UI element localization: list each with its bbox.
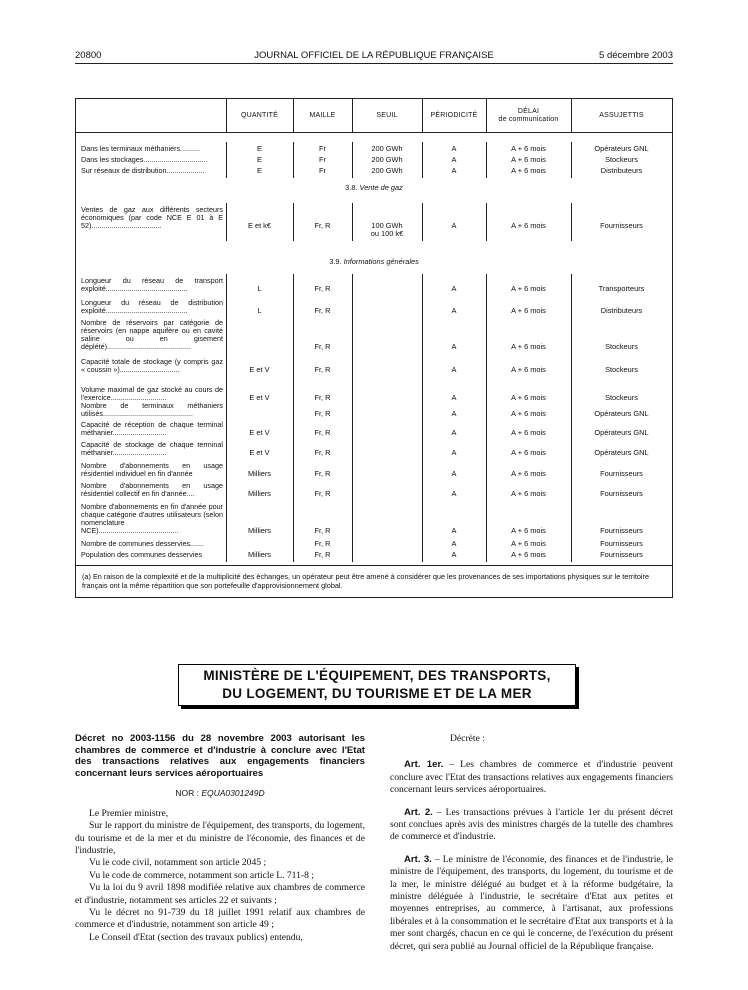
- cell-delai: A + 6 mois: [511, 365, 546, 375]
- cell-assujettis: Distributeurs: [600, 166, 643, 175]
- cell-maille: Fr, R: [314, 306, 331, 316]
- cell-quantite: L: [257, 306, 262, 316]
- header-rule-table: [76, 132, 672, 133]
- row-label: Capacité de stockage de chaque terminal méthanier...........................: [81, 440, 223, 458]
- cell-maille: Fr, R: [314, 469, 331, 479]
- column-divider: [486, 274, 487, 562]
- cell-assujettis: Fournisseurs: [600, 526, 643, 536]
- cell-delai: A + 6 mois: [511, 409, 546, 419]
- row-label: Nombre d'abonnements en usage résidentiel collectif en fin d'année....: [81, 481, 223, 499]
- cell-delai: A + 6 mois: [511, 550, 546, 559]
- cell-maille: Fr: [319, 155, 326, 164]
- cell-periodicite: A: [451, 428, 457, 438]
- article-text: – Les transactions prévues à l'article 1er du présent décret sont conclues après avis des ministres chargés de la tutelle des chambres de commerce et d'industrie.: [390, 806, 673, 843]
- article-label: Art. 3.: [404, 853, 432, 865]
- column-divider: [422, 274, 423, 562]
- row-label: Population des communes desservies: [81, 550, 203, 559]
- column-divider: [352, 99, 353, 132]
- cell-assujettis: Opérateurs GNL: [594, 428, 649, 438]
- cell-assujettis: Fournisseurs: [600, 539, 643, 548]
- cell-periodicite: A: [451, 166, 457, 175]
- gas-statistics-table: [75, 98, 673, 598]
- article-label: Art. 2.: [404, 806, 433, 818]
- article-text: – Le ministre de l'économie, des finances et de l'industrie, le ministre de l'équipement, des transports, du logement, du tourisme et de la mer, le ministre délégué au budget et à la réforme budgétaire, la ministre déléguée à l'industrie, le secrétaire d'Etat aux petites et moyennes entreprises, au commerce, à l'artisanat, aux professions libérales et à la consommation et le secrétaire d'Etat aux transports et à la mer sont chargés, chacun en ce qui le concerne, de l'exécution du présent décret, qui sera publié au Journal officiel de la République française.: [390, 853, 673, 952]
- col-header-maille: MAILLE: [309, 111, 336, 119]
- cell-delai: A + 6 mois: [511, 448, 546, 458]
- cell-periodicite: A: [451, 284, 457, 294]
- cell-maille: Fr, R: [314, 428, 331, 438]
- cell-delai: A + 6 mois: [511, 221, 546, 231]
- cell-maille: Fr, R: [314, 221, 331, 231]
- section-title: Informations générales: [343, 257, 419, 266]
- row-label: Dans les stockages................................: [81, 155, 208, 164]
- column-divider: [422, 142, 423, 178]
- ministry-line-1: MINISTÈRE DE L'ÉQUIPEMENT, DES TRANSPORTS,: [203, 668, 551, 683]
- column-divider: [571, 274, 572, 562]
- cell-assujettis: Fournisseurs: [600, 469, 643, 479]
- cell-periodicite: A: [451, 306, 457, 316]
- decree-paragraph: Le Conseil d'Etat (section des travaux publics) entendu,: [89, 931, 303, 943]
- cell-assujettis: Stockeurs: [605, 393, 638, 403]
- column-divider: [352, 142, 353, 178]
- row-label: Nombre d'abonnements en usage résidentiel individuel en fin d'année: [81, 461, 223, 479]
- cell-assujettis: Transporteurs: [598, 284, 645, 294]
- ministry-line-2: DU LOGEMENT, DU TOURISME ET DE LA MER: [222, 686, 532, 701]
- cell-quantite: E et V: [249, 365, 270, 375]
- decree-paragraph: Sur le rapport du ministre de l'équipement, des transports, du logement, du tourisme et de la mer et du ministre de l'économie, des finances et de l'industrie,: [75, 820, 365, 856]
- row-label: Nombre d'abonnements en fin d'année pour chaque catégorie d'autres utilisateurs (selon nomenclature NCE)........................................: [81, 502, 223, 536]
- cell-maille: Fr, R: [314, 342, 331, 352]
- table-footnote: (a) En raison de la complexité et de la multiplicité des échanges, un opérateur peut être amené à considérer que les provenances de ses importations physiques sur le territoire français ont la même répartition que son portefeuille d'approvisionnement global.: [76, 565, 672, 590]
- cell-delai: A + 6 mois: [511, 393, 546, 403]
- article-label: Art. 1er.: [404, 759, 444, 771]
- decree-paragraph: Le Premier ministre,: [89, 807, 169, 819]
- row-label: Capacité de réception de chaque terminal méthanier...........................: [81, 420, 223, 438]
- decree-right-column: [390, 733, 673, 953]
- cell-assujettis: Distributeurs: [600, 306, 643, 316]
- row-label: Ventes de gaz aux différents secteurs économiques (par code NCE E 01 à E 52)...................................: [81, 205, 223, 231]
- decree-paragraph: Vu le code civil, notamment son article 2045 ;: [89, 857, 267, 869]
- cell-assujettis: Stockeurs: [605, 155, 638, 164]
- cell-seuil: 200 GWh: [371, 155, 403, 164]
- column-divider: [293, 142, 294, 178]
- column-divider: [571, 203, 572, 241]
- cell-assujettis: Fournisseurs: [600, 550, 643, 559]
- cell-delai: A + 6 mois: [511, 539, 546, 548]
- row-label: Longueur du réseau de distribution exploité.........................................: [81, 298, 223, 316]
- cell-delai: A + 6 mois: [511, 284, 546, 294]
- col-header-assujettis: ASSUJETTIS: [599, 111, 644, 119]
- page-header: [75, 50, 673, 64]
- row-label: Nombre de terminaux méthaniers utilisés.............................................: [81, 401, 223, 419]
- column-divider: [422, 203, 423, 241]
- cell-periodicite: A: [451, 393, 457, 403]
- cell-maille: Fr, R: [314, 550, 331, 559]
- column-divider: [486, 99, 487, 132]
- cell-assujettis: Opérateurs GNL: [594, 409, 649, 419]
- decree-paragraph: Vu le code de commerce, notamment son article L. 711-8 ;: [89, 869, 314, 881]
- cell-quantite: E et V: [249, 428, 270, 438]
- cell-quantite: Milliers: [248, 550, 271, 559]
- cell-periodicite: A: [451, 539, 457, 548]
- cell-maille: Fr, R: [314, 284, 331, 294]
- ministry-heading: [178, 664, 576, 706]
- cell-delai: A + 6 mois: [511, 306, 546, 316]
- cell-quantite: L: [257, 284, 262, 294]
- cell-assujettis: Opérateurs GNL: [594, 144, 649, 153]
- decree-paragraph: Vu la loi du 9 avril 1898 modifiée relative aux chambres de commerce et d'industrie, notamment ses articles 22 et suivants ;: [75, 882, 365, 906]
- cell-periodicite: A: [451, 342, 457, 352]
- decree-left-column: [75, 733, 365, 944]
- row-label: Nombre de communes desservies.......: [81, 539, 205, 548]
- column-divider: [226, 203, 227, 241]
- col-header-periodicite: PÉRIODICITÉ: [430, 111, 478, 119]
- decree-paragraph: Vu le décret no 91-739 du 18 juillet 1991 relatif aux chambres de commerce et d'industrie, notamment son article 49 ;: [75, 907, 365, 931]
- cell-delai: A + 6 mois: [511, 144, 546, 153]
- decree-title: Décret no 2003-1156 du 28 novembre 2003 autorisant les chambres de commerce et d'industrie à conclure avec l'Etat des transactions relatives aux engagements financiers concernant leurs services aéroportuaires: [75, 733, 365, 779]
- page-number: 20800: [75, 50, 102, 61]
- cell-assujettis: Fournisseurs: [600, 489, 643, 499]
- cell-quantite: E: [257, 166, 262, 175]
- cell-quantite: E et V: [249, 448, 270, 458]
- cell-quantite: Milliers: [248, 526, 271, 536]
- column-divider: [293, 274, 294, 562]
- cell-assujettis: Stockeurs: [605, 365, 638, 375]
- cell-maille: Fr, R: [314, 393, 331, 403]
- column-divider: [571, 99, 572, 132]
- col-header-quantite: QUANTITÉ: [241, 111, 278, 119]
- cell-seuil: 200 GWh: [371, 166, 403, 175]
- row-label: Longueur du réseau de transport exploité.........................................: [81, 276, 223, 294]
- cell-maille: Fr: [319, 166, 326, 175]
- column-divider: [486, 142, 487, 178]
- cell-periodicite: A: [451, 155, 457, 164]
- column-divider: [486, 203, 487, 241]
- cell-maille: Fr, R: [314, 365, 331, 375]
- section-38: [76, 183, 672, 192]
- row-label: Sur réseaux de distribution...................: [81, 166, 205, 175]
- cell-maille: Fr, R: [314, 526, 331, 536]
- cell-delai: A + 6 mois: [511, 166, 546, 175]
- row-label: Nombre de réservoirs par catégorie de réservoirs (en nappe aquifère ou en cavité saline ou en gisement déplété)..........................................: [81, 318, 223, 352]
- section-number: 3.9.: [329, 257, 342, 266]
- cell-seuil: 100 GWh ou 100 k€: [370, 221, 404, 239]
- cell-delai: A + 6 mois: [511, 469, 546, 479]
- cell-delai: A + 6 mois: [511, 342, 546, 352]
- col-header-delai: DÉLAI de communication: [498, 107, 559, 123]
- column-divider: [226, 99, 227, 132]
- article-3: [390, 854, 673, 953]
- cell-periodicite: A: [451, 409, 457, 419]
- column-divider: [226, 274, 227, 562]
- journal-title: JOURNAL OFFICIEL DE LA RÉPUBLIQUE FRANÇAISE: [254, 50, 494, 61]
- column-divider: [226, 142, 227, 178]
- cell-periodicite: A: [451, 448, 457, 458]
- row-label: Capacité totale de stockage (y compris gaz « coussin »)..............................: [81, 357, 223, 375]
- cell-assujettis: Fournisseurs: [600, 221, 643, 231]
- cell-periodicite: A: [451, 144, 457, 153]
- article-1: [390, 759, 673, 796]
- cell-periodicite: A: [451, 526, 457, 536]
- cell-quantite: Milliers: [248, 489, 271, 499]
- section-title: Vente de gaz: [359, 183, 403, 192]
- row-label: Dans les terminaux méthaniers..........: [81, 144, 201, 153]
- cell-maille: Fr, R: [314, 448, 331, 458]
- column-divider: [352, 274, 353, 562]
- cell-periodicite: A: [451, 550, 457, 559]
- cell-assujettis: Stockeurs: [605, 342, 638, 352]
- column-divider: [571, 142, 572, 178]
- cell-maille: Fr, R: [314, 409, 331, 419]
- cell-quantite: E et V: [249, 393, 270, 403]
- cell-periodicite: A: [451, 221, 457, 231]
- column-divider: [352, 203, 353, 241]
- nor-reference: NOR : EQUA0301249D: [175, 788, 265, 799]
- row-label: Volume maximal de gaz stocké au cours de l'exercice............................: [81, 385, 223, 403]
- column-divider: [293, 99, 294, 132]
- cell-maille: Fr, R: [314, 539, 331, 548]
- cell-assujettis: Opérateurs GNL: [594, 448, 649, 458]
- article-2: [390, 807, 673, 844]
- cell-quantite: Milliers: [248, 469, 271, 479]
- column-divider: [422, 99, 423, 132]
- cell-maille: Fr, R: [314, 489, 331, 499]
- cell-seuil: 200 GWh: [371, 144, 403, 153]
- cell-maille: Fr: [319, 144, 326, 153]
- cell-delai: A + 6 mois: [511, 489, 546, 499]
- decrete-heading: Décrète :: [450, 733, 485, 744]
- cell-periodicite: A: [451, 469, 457, 479]
- header-rule: [75, 63, 673, 64]
- article-text: – Les chambres de commerce et d'industrie peuvent conclure avec l'Etat des transactions relatives aux engagements financiers concernant leurs services aéroportuaires.: [390, 759, 673, 796]
- publication-date: 5 décembre 2003: [599, 50, 673, 61]
- cell-periodicite: A: [451, 489, 457, 499]
- cell-quantite: E: [257, 155, 262, 164]
- col-header-seuil: SEUIL: [376, 111, 398, 119]
- column-divider: [293, 203, 294, 241]
- cell-quantite: E et k€: [247, 221, 271, 231]
- section-number: 3.8.: [345, 183, 358, 192]
- cell-delai: A + 6 mois: [511, 155, 546, 164]
- cell-quantite: E: [257, 144, 262, 153]
- cell-delai: A + 6 mois: [511, 526, 546, 536]
- cell-delai: A + 6 mois: [511, 428, 546, 438]
- cell-periodicite: A: [451, 365, 457, 375]
- section-39: [76, 257, 672, 266]
